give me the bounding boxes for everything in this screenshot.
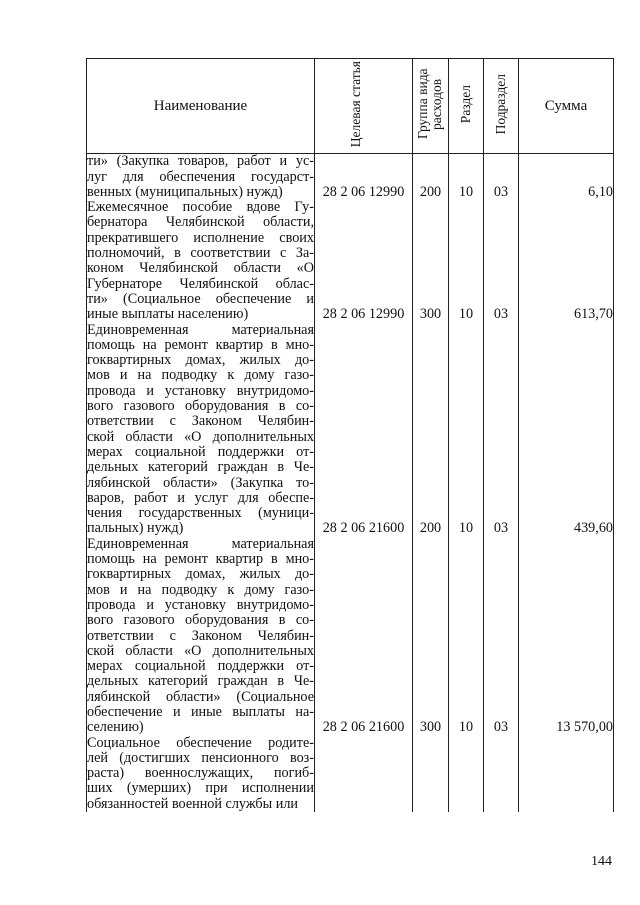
row-name-line: ответствии с Законом Челябин-	[87, 627, 314, 644]
table-header-row	[87, 59, 614, 154]
row-subsection: 03	[484, 200, 519, 322]
row-sum	[519, 736, 614, 812]
row-subsection	[484, 736, 519, 812]
page-number: 144	[591, 854, 612, 869]
row-section	[449, 736, 484, 812]
row-name-line: провода и установку внутридомо-	[87, 596, 314, 613]
row-name-line: вого газового оборудования в со-	[87, 398, 314, 415]
row-name-line: раста) военнослужащих, погиб-	[87, 765, 314, 782]
row-name-line: селению)	[87, 719, 144, 736]
row-name-line: полномочий, в соответствии с За-	[87, 245, 314, 262]
row-name-line: помощь на ремонт квартир в мно-	[87, 551, 314, 568]
row-name-line: лябинской области» (Закупка то-	[87, 474, 314, 491]
row-sum: 13 570,00	[519, 537, 614, 736]
header-subsection-label: Подраздел	[493, 73, 508, 135]
row-name-line: венных (муниципальных) нужд)	[87, 183, 283, 200]
row-name-cell	[87, 154, 315, 200]
row-target-article: 28 2 06 21600	[315, 323, 413, 537]
row-name-line: Социальное обеспечение родите-	[87, 734, 314, 751]
row-name-line: бернатора Челябинской области,	[87, 214, 314, 231]
row-name-line: лей (достигших пенсионного воз-	[87, 749, 314, 766]
row-target-article: 28 2 06 12990	[315, 200, 413, 322]
header-expense-group-label: Группа вида расходов	[414, 68, 444, 140]
table-row	[87, 736, 614, 812]
row-name-line: обязанностей военной службы или	[87, 795, 298, 812]
row-name-line: гоквартирных домах, жилых до-	[87, 566, 314, 583]
header-target-article	[315, 59, 413, 154]
row-name-line: Ежемесячное пособие вдове Гу-	[87, 199, 314, 216]
row-name-line: мерах социальной поддержки от-	[87, 658, 314, 675]
row-name-line: луг для обеспечения государст-	[87, 168, 314, 185]
row-section: 10	[449, 323, 484, 537]
header-sum: Сумма	[519, 59, 614, 154]
row-name-line: лябинской области» (Социальное	[87, 688, 314, 705]
table-row	[87, 200, 614, 322]
row-name-line: пальных) нужд)	[87, 520, 184, 537]
header-section-label: Раздел	[458, 84, 473, 124]
row-section: 10	[449, 154, 484, 200]
row-name-line: ших (умерших) при исполнении	[87, 780, 314, 797]
row-target-article: 28 2 06 12990	[315, 154, 413, 200]
row-expense-group: 300	[413, 537, 449, 736]
table-row	[87, 323, 614, 537]
row-target-article	[315, 736, 413, 812]
row-name-line: ти» (Социальное обеспечение и	[87, 290, 314, 307]
row-name-line: коном Челябинской области «О	[87, 260, 314, 277]
table-row	[87, 537, 614, 736]
header-subsection	[484, 59, 519, 154]
table-row	[87, 154, 614, 200]
budget-table	[86, 58, 614, 812]
row-target-article: 28 2 06 21600	[315, 537, 413, 736]
row-name-line: провода и установку внутридомо-	[87, 382, 314, 399]
row-section: 10	[449, 537, 484, 736]
row-name-line: мерах социальной поддержки от-	[87, 443, 314, 460]
row-name-cell	[87, 323, 315, 537]
row-name-line: гоквартирных домах, жилых до-	[87, 352, 314, 369]
row-name-line: ти» (Закупка товаров, работ и ус-	[87, 153, 314, 170]
row-sum: 439,60	[519, 323, 614, 537]
row-name-line: помощь на ремонт квартир в мно-	[87, 336, 314, 353]
row-name-line: ской области «О дополнительных	[87, 642, 314, 659]
row-expense-group: 200	[413, 154, 449, 200]
row-name-cell	[87, 537, 315, 736]
row-name-line: обеспечение и иные выплаты на-	[87, 703, 314, 720]
row-name-line: дельных категорий граждан в Че-	[87, 459, 314, 476]
row-sum: 613,70	[519, 200, 614, 322]
row-subsection: 03	[484, 154, 519, 200]
row-expense-group: 200	[413, 323, 449, 537]
header-target-article-label: Целевая статья	[347, 60, 363, 148]
row-name-line: ответствии с Законом Челябин-	[87, 413, 314, 430]
row-name-line: Губернаторе Челябинской облас-	[87, 275, 314, 292]
row-name-line: иные выплаты населению)	[87, 306, 249, 323]
row-name-line: Единовременная материальная	[87, 321, 314, 338]
row-subsection: 03	[484, 323, 519, 537]
row-name-line: Единовременная материальная	[87, 535, 314, 552]
table-body	[87, 154, 614, 812]
row-name-line: мов и на подводку к дому газо-	[87, 581, 314, 598]
row-subsection: 03	[484, 537, 519, 736]
row-name-line: ской области «О дополнительных	[87, 428, 314, 445]
row-name-line: варов, работ и услуг для обеспе-	[87, 489, 314, 506]
row-name-line: вого газового оборудования в со-	[87, 612, 314, 629]
header-expense-group	[413, 59, 449, 154]
row-name-line: мов и на подводку к дому газо-	[87, 367, 314, 384]
row-expense-group: 300	[413, 200, 449, 322]
header-name: Наименование	[87, 59, 315, 154]
row-name-line: прекратившего исполнение своих	[87, 229, 314, 246]
row-name-cell	[87, 736, 315, 812]
row-name-line: дельных категорий граждан в Че-	[87, 673, 314, 690]
row-name-line: чения государственных (муници-	[87, 505, 314, 522]
row-sum: 6,10	[519, 154, 614, 200]
row-section: 10	[449, 200, 484, 322]
header-section	[449, 59, 484, 154]
row-expense-group	[413, 736, 449, 812]
row-name-cell	[87, 200, 315, 322]
